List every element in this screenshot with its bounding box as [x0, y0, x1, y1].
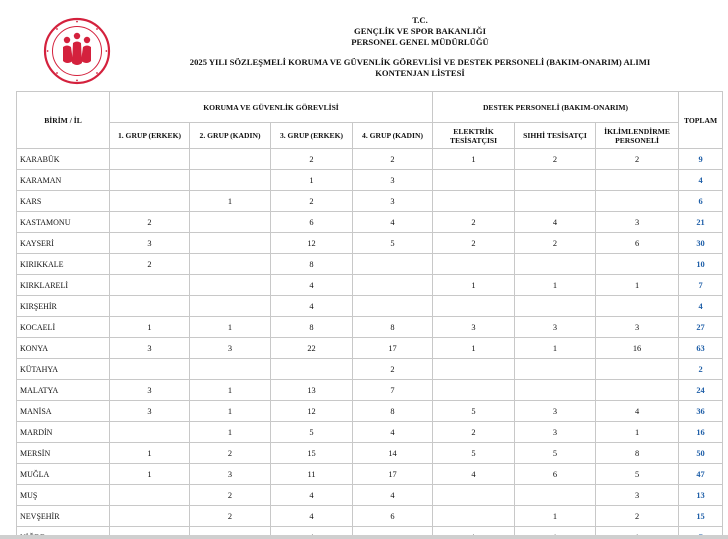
- elektrik-cell: [433, 254, 515, 275]
- column-header-iklim-line1: İKLİMLENDİRME: [604, 126, 670, 136]
- g1-cell: 1: [110, 443, 190, 464]
- header-ministry: GENÇLİK VE SPOR BAKANLIĞI: [354, 26, 486, 36]
- total-cell: 47: [679, 464, 723, 485]
- g4-cell: 2: [353, 359, 433, 380]
- g4-cell: 3: [353, 170, 433, 191]
- document-header: [112, 15, 728, 79]
- province-cell: KIRŞEHİR: [17, 296, 110, 317]
- province-cell: KARAMAN: [17, 170, 110, 191]
- total-cell: 6: [679, 191, 723, 212]
- table-subheader-row: [17, 123, 723, 149]
- total-cell: 4: [679, 296, 723, 317]
- g2-cell: 2: [190, 485, 271, 506]
- g4-cell: [353, 254, 433, 275]
- g1-cell: 3: [110, 380, 190, 401]
- sihhi-cell: 1: [515, 275, 596, 296]
- elektrik-cell: [433, 380, 515, 401]
- ministry-logo-icon: [43, 17, 111, 85]
- total-cell: 50: [679, 443, 723, 464]
- province-cell: MUŞ: [17, 485, 110, 506]
- g4-cell: 17: [353, 464, 433, 485]
- column-header-birim: BİRİM / İL: [17, 92, 110, 149]
- g4-cell: 5: [353, 233, 433, 254]
- table-row: [17, 443, 723, 464]
- g4-cell: [353, 275, 433, 296]
- column-header-g1: 1. GRUP (ERKEK): [110, 123, 190, 149]
- g4-cell: 14: [353, 443, 433, 464]
- group-header-koruma: KORUMA VE GÜVENLİK GÖREVLİSİ: [110, 92, 433, 123]
- g2-cell: [190, 254, 271, 275]
- table-row: [17, 317, 723, 338]
- total-cell: 10: [679, 254, 723, 275]
- g3-cell: 1: [271, 170, 353, 191]
- table-row: [17, 338, 723, 359]
- g3-cell: 6: [271, 212, 353, 233]
- document-title: 2025 YILI SÖZLEŞMELİ KORUMA VE GÜVENLİK GÖREVLİSİ VE DESTEK PERSONELİ (BAKIM-ONARIM) ALIMI: [189, 57, 651, 67]
- iklim-cell: [596, 359, 679, 380]
- table-row: [17, 170, 723, 191]
- table-row: [17, 212, 723, 233]
- elektrik-cell: 5: [433, 443, 515, 464]
- province-cell: KIRIKKALE: [17, 254, 110, 275]
- page-bottom-edge: [0, 535, 728, 539]
- total-cell: 13: [679, 485, 723, 506]
- province-cell: KONYA: [17, 338, 110, 359]
- table-row: [17, 254, 723, 275]
- g2-cell: 1: [190, 317, 271, 338]
- sihhi-cell: 2: [515, 149, 596, 170]
- g3-cell: 4: [271, 506, 353, 527]
- table-row: [17, 422, 723, 443]
- elektrik-cell: [433, 485, 515, 506]
- g3-cell: 4: [271, 296, 353, 317]
- sihhi-cell: [515, 296, 596, 317]
- elektrik-cell: 1: [433, 275, 515, 296]
- table-header-row: [17, 92, 723, 123]
- table-row: [17, 233, 723, 254]
- g1-cell: [110, 485, 190, 506]
- column-header-iklim: [596, 123, 679, 149]
- column-header-toplam: TOPLAM: [679, 92, 723, 149]
- total-cell: 27: [679, 317, 723, 338]
- g1-cell: [110, 275, 190, 296]
- total-cell: 7: [679, 275, 723, 296]
- g2-cell: 3: [190, 338, 271, 359]
- iklim-cell: 4: [596, 401, 679, 422]
- province-cell: MALATYA: [17, 380, 110, 401]
- g3-cell: 12: [271, 401, 353, 422]
- province-cell: KARABÜK: [17, 149, 110, 170]
- g4-cell: 6: [353, 506, 433, 527]
- g3-cell: 11: [271, 464, 353, 485]
- g4-cell: 3: [353, 191, 433, 212]
- iklim-cell: [596, 380, 679, 401]
- elektrik-cell: 2: [433, 233, 515, 254]
- document-subtitle: KONTENJAN LİSTESİ: [375, 68, 465, 78]
- g2-cell: [190, 170, 271, 191]
- g3-cell: 2: [271, 191, 353, 212]
- g4-cell: 4: [353, 422, 433, 443]
- g2-cell: 2: [190, 506, 271, 527]
- iklim-cell: 3: [596, 485, 679, 506]
- elektrik-cell: [433, 170, 515, 191]
- g1-cell: 3: [110, 233, 190, 254]
- province-cell: MARDİN: [17, 422, 110, 443]
- elektrik-cell: 2: [433, 422, 515, 443]
- g1-cell: [110, 170, 190, 191]
- g2-cell: [190, 149, 271, 170]
- g2-cell: [190, 233, 271, 254]
- column-header-g4: 4. GRUP (KADIN): [353, 123, 433, 149]
- sihhi-cell: 2: [515, 233, 596, 254]
- total-cell: 9: [679, 149, 723, 170]
- province-cell: KOCAELİ: [17, 317, 110, 338]
- g3-cell: 15: [271, 443, 353, 464]
- total-cell: 36: [679, 401, 723, 422]
- elektrik-cell: [433, 296, 515, 317]
- quota-table: [16, 91, 723, 539]
- elektrik-cell: 1: [433, 149, 515, 170]
- g2-cell: [190, 212, 271, 233]
- elektrik-cell: 4: [433, 464, 515, 485]
- table-row: [17, 275, 723, 296]
- g4-cell: 17: [353, 338, 433, 359]
- g4-cell: 8: [353, 401, 433, 422]
- g3-cell: 12: [271, 233, 353, 254]
- iklim-cell: 2: [596, 149, 679, 170]
- column-header-iklim-line2: PERSONELİ: [615, 135, 659, 145]
- sihhi-cell: [515, 191, 596, 212]
- iklim-cell: 6: [596, 233, 679, 254]
- g2-cell: 3: [190, 464, 271, 485]
- g1-cell: 3: [110, 401, 190, 422]
- sihhi-cell: 3: [515, 317, 596, 338]
- province-cell: MERSİN: [17, 443, 110, 464]
- column-header-elektrik: [433, 123, 515, 149]
- g3-cell: 4: [271, 275, 353, 296]
- iklim-cell: 3: [596, 317, 679, 338]
- iklim-cell: [596, 170, 679, 191]
- iklim-cell: 1: [596, 422, 679, 443]
- elektrik-cell: 2: [433, 212, 515, 233]
- total-cell: 24: [679, 380, 723, 401]
- sihhi-cell: 1: [515, 338, 596, 359]
- iklim-cell: [596, 254, 679, 275]
- g1-cell: [110, 296, 190, 317]
- table-row: [17, 464, 723, 485]
- g4-cell: 4: [353, 212, 433, 233]
- g4-cell: 7: [353, 380, 433, 401]
- g3-cell: 4: [271, 485, 353, 506]
- sihhi-cell: 3: [515, 422, 596, 443]
- iklim-cell: 3: [596, 212, 679, 233]
- g2-cell: 2: [190, 443, 271, 464]
- g3-cell: 8: [271, 254, 353, 275]
- table-row: [17, 485, 723, 506]
- sihhi-cell: [515, 254, 596, 275]
- g4-cell: 8: [353, 317, 433, 338]
- g1-cell: 1: [110, 317, 190, 338]
- total-cell: 4: [679, 170, 723, 191]
- elektrik-cell: 1: [433, 338, 515, 359]
- iklim-cell: [596, 296, 679, 317]
- g3-cell: 13: [271, 380, 353, 401]
- sihhi-cell: 4: [515, 212, 596, 233]
- column-header-elektrik-line1: ELEKTRİK: [453, 126, 494, 136]
- province-cell: KAYSERİ: [17, 233, 110, 254]
- total-cell: 15: [679, 506, 723, 527]
- g3-cell: 5: [271, 422, 353, 443]
- g2-cell: 1: [190, 380, 271, 401]
- table-row: [17, 191, 723, 212]
- total-cell: 2: [679, 359, 723, 380]
- table-row: [17, 380, 723, 401]
- total-cell: 63: [679, 338, 723, 359]
- elektrik-cell: [433, 359, 515, 380]
- province-cell: NEVŞEHİR: [17, 506, 110, 527]
- iklim-cell: 1: [596, 275, 679, 296]
- g1-cell: [110, 506, 190, 527]
- table-row: [17, 296, 723, 317]
- province-cell: KÜTAHYA: [17, 359, 110, 380]
- table-row: [17, 401, 723, 422]
- province-cell: KIRKLARELİ: [17, 275, 110, 296]
- g1-cell: 1: [110, 464, 190, 485]
- table-row: [17, 149, 723, 170]
- g4-cell: 2: [353, 149, 433, 170]
- g1-cell: [110, 191, 190, 212]
- sihhi-cell: 3: [515, 401, 596, 422]
- g3-cell: 8: [271, 317, 353, 338]
- sihhi-cell: [515, 485, 596, 506]
- table-body: [17, 149, 723, 539]
- elektrik-cell: [433, 506, 515, 527]
- total-cell: 16: [679, 422, 723, 443]
- g2-cell: [190, 275, 271, 296]
- sihhi-cell: [515, 380, 596, 401]
- g2-cell: [190, 296, 271, 317]
- g3-cell: 2: [271, 149, 353, 170]
- g4-cell: 4: [353, 485, 433, 506]
- sihhi-cell: [515, 359, 596, 380]
- province-cell: MUĞLA: [17, 464, 110, 485]
- province-cell: KASTAMONU: [17, 212, 110, 233]
- g1-cell: [110, 422, 190, 443]
- elektrik-cell: 5: [433, 401, 515, 422]
- g1-cell: [110, 149, 190, 170]
- column-header-g2: 2. GRUP (KADIN): [190, 123, 271, 149]
- column-header-g3: 3. GRUP (ERKEK): [271, 123, 353, 149]
- column-header-elektrik-line2: TESİSATÇISI: [449, 135, 498, 145]
- header-directorate: PERSONEL GENEL MÜDÜRLÜĞÜ: [351, 37, 489, 47]
- g3-cell: 22: [271, 338, 353, 359]
- g2-cell: 1: [190, 191, 271, 212]
- sihhi-cell: 5: [515, 443, 596, 464]
- iklim-cell: [596, 191, 679, 212]
- g1-cell: [110, 359, 190, 380]
- table-row: [17, 359, 723, 380]
- table-row: [17, 506, 723, 527]
- g3-cell: [271, 359, 353, 380]
- total-cell: 21: [679, 212, 723, 233]
- elektrik-cell: [433, 191, 515, 212]
- iklim-cell: 16: [596, 338, 679, 359]
- g2-cell: [190, 359, 271, 380]
- header-tc: T.C.: [412, 15, 428, 25]
- sihhi-cell: 6: [515, 464, 596, 485]
- iklim-cell: 2: [596, 506, 679, 527]
- g2-cell: 1: [190, 422, 271, 443]
- sihhi-cell: 1: [515, 506, 596, 527]
- province-cell: KARS: [17, 191, 110, 212]
- group-header-destek: DESTEK PERSONELİ (BAKIM-ONARIM): [433, 92, 679, 123]
- elektrik-cell: 3: [433, 317, 515, 338]
- g1-cell: 2: [110, 254, 190, 275]
- g1-cell: 3: [110, 338, 190, 359]
- sihhi-cell: [515, 170, 596, 191]
- total-cell: 30: [679, 233, 723, 254]
- g1-cell: 2: [110, 212, 190, 233]
- g2-cell: 1: [190, 401, 271, 422]
- column-header-sihhi: SIHHİ TESİSATÇI: [515, 123, 596, 149]
- province-cell: MANİSA: [17, 401, 110, 422]
- iklim-cell: 8: [596, 443, 679, 464]
- iklim-cell: 5: [596, 464, 679, 485]
- g4-cell: [353, 296, 433, 317]
